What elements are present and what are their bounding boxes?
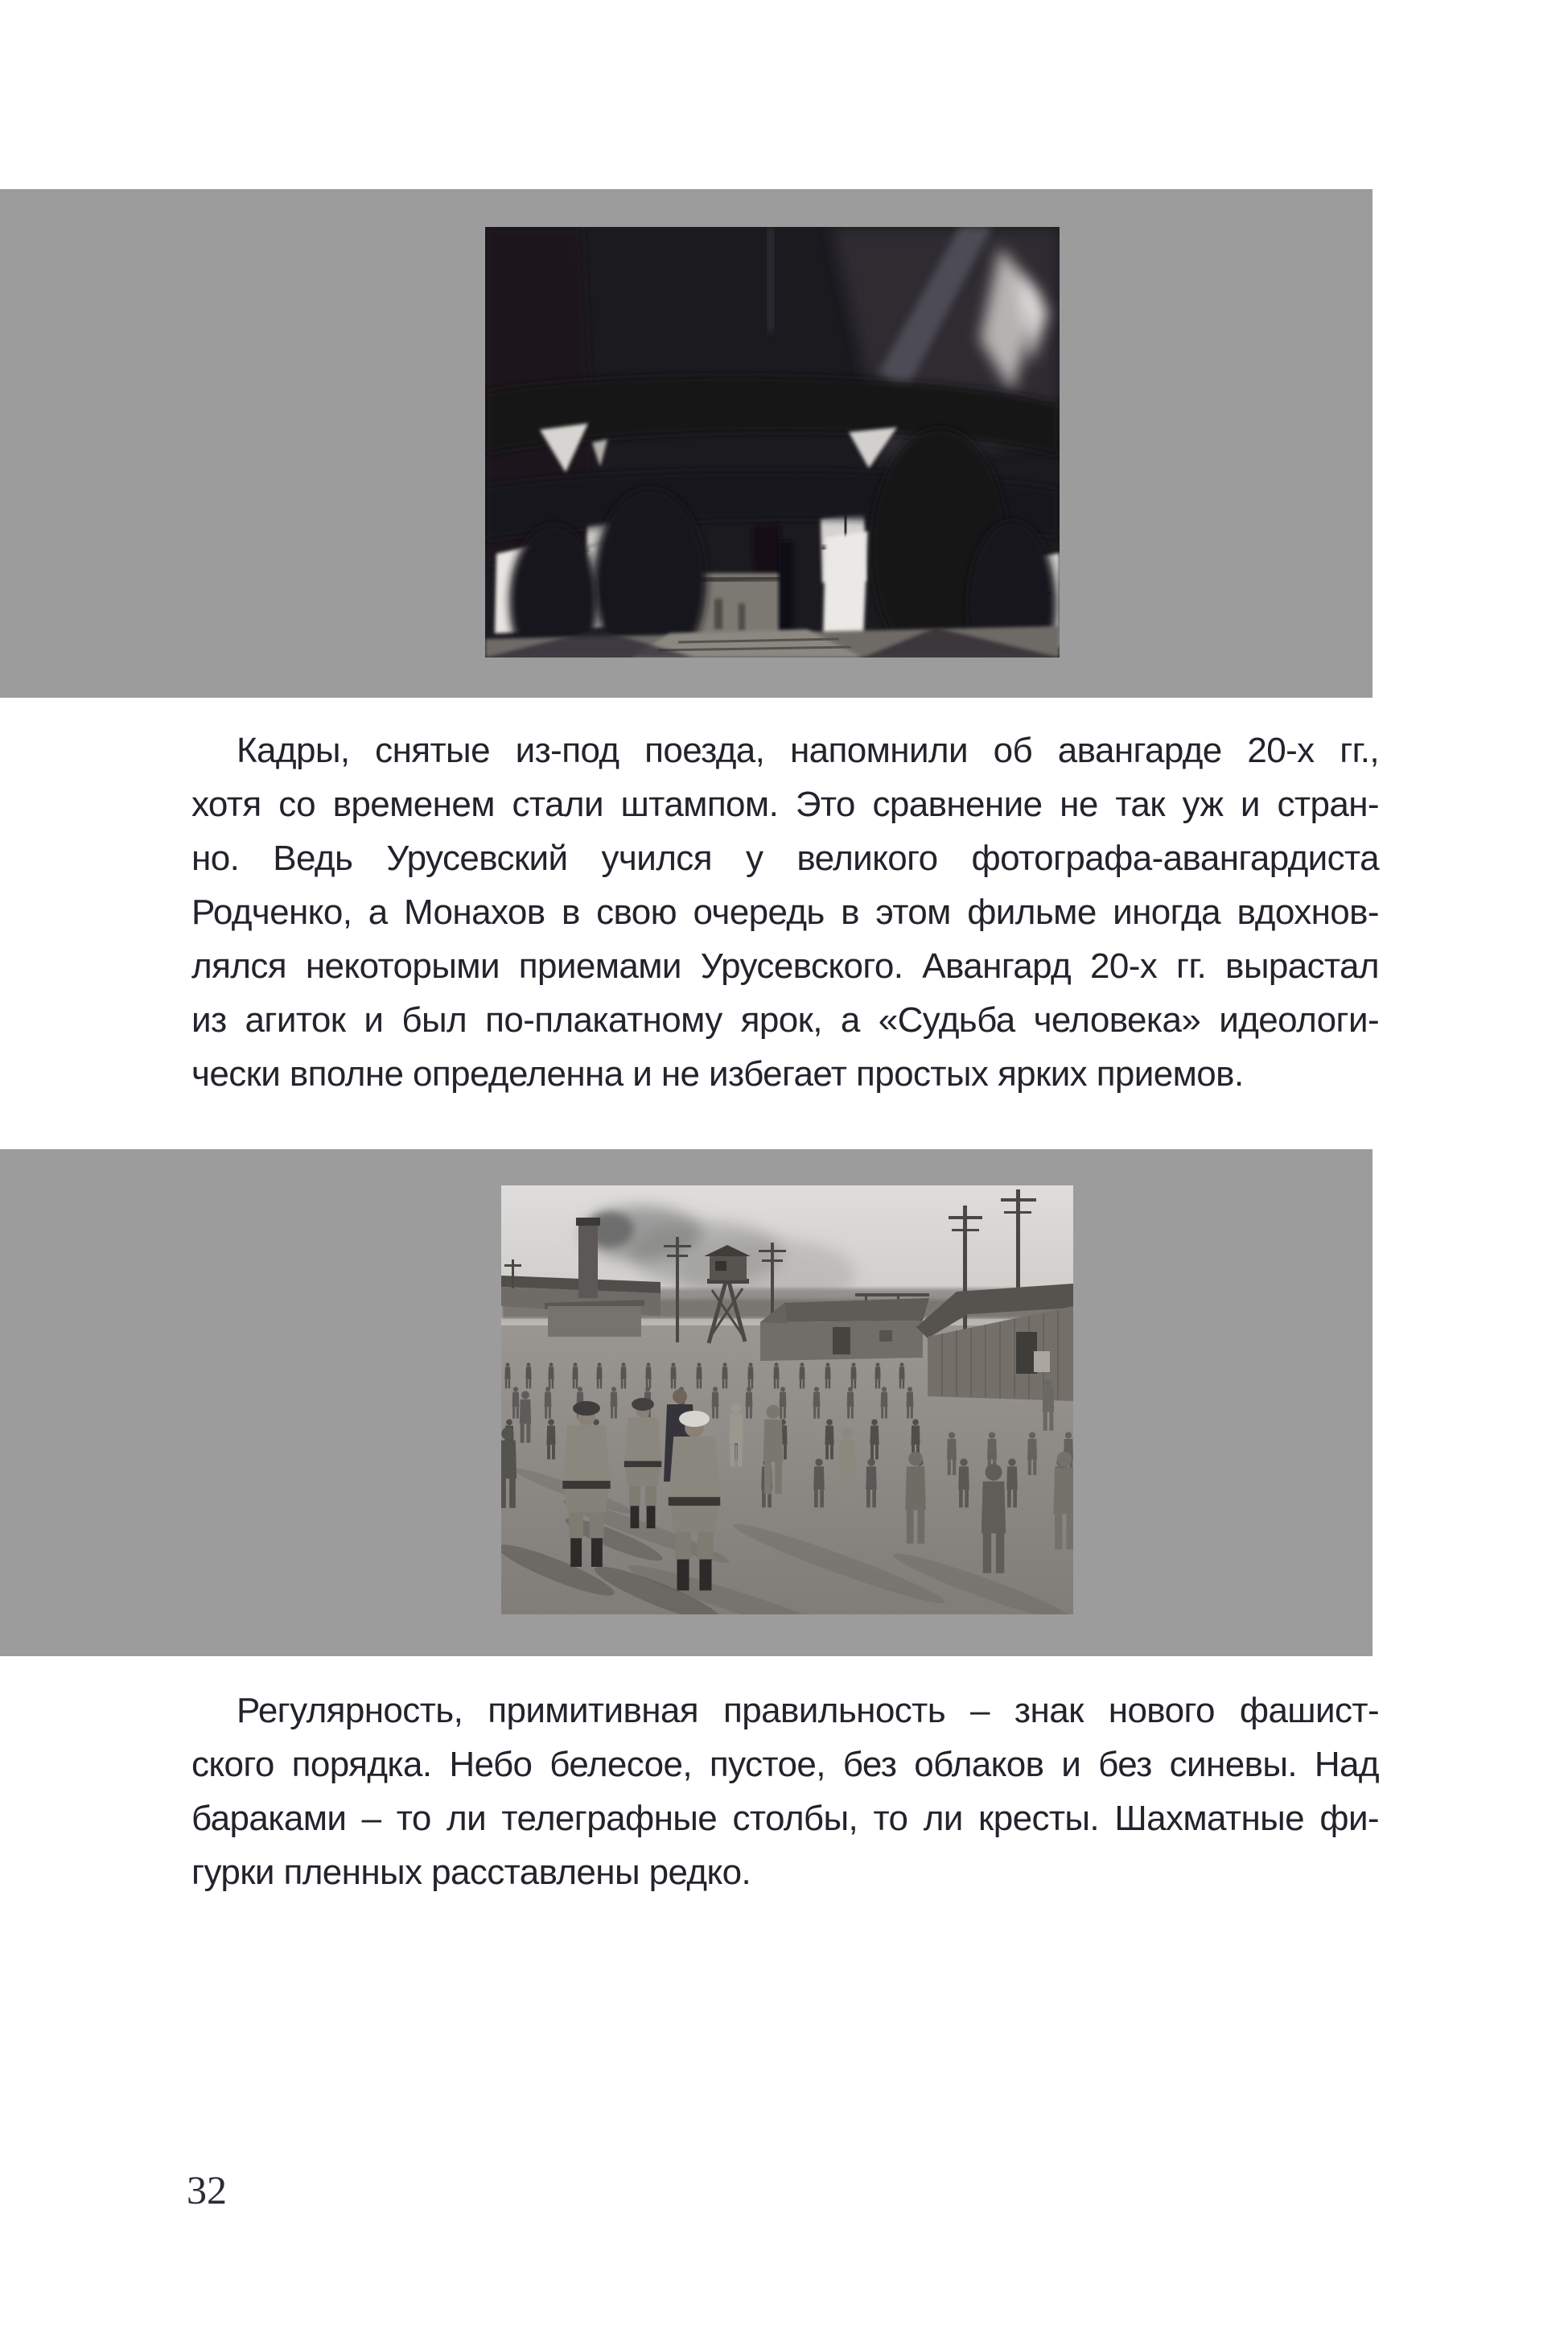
text-line: чески вполне определенна и не избегает простых ярких приемов.	[191, 1054, 1244, 1094]
film-still-camp	[501, 1185, 1073, 1614]
chimney	[576, 1218, 600, 1298]
text-line: гурки пленных расставлены редко.	[191, 1853, 751, 1892]
text-line: но. Ведь Урусевский учился у великого фотографа-авангардиста	[191, 839, 1379, 878]
film-still-train	[485, 227, 1060, 657]
text-line: лялся некоторыми приемами Урусевского. Авангард 20-х гг. вырастал	[191, 946, 1379, 986]
paragraph-regularity	[191, 1684, 1379, 1899]
text-line: Регулярность, примитивная правильность – знак нового фашист-	[237, 1691, 1379, 1730]
undercarriage-dark-scene	[485, 227, 1060, 657]
page-number: 32	[187, 2167, 227, 2212]
text-line: из агиток и был по-плакатному ярок, а «Судьба человека» идеологи-	[191, 1000, 1379, 1040]
center-barrack	[760, 1298, 929, 1361]
text-line: бараками – то ли телеграфные столбы, то ли кресты. Шахматные фи-	[191, 1799, 1379, 1838]
camp-scene	[501, 1185, 1073, 1614]
text-line: Родченко, а Монахов в свою очередь в этом фильме иногда вдохнов-	[191, 892, 1379, 932]
shed	[545, 1300, 644, 1337]
paragraph-avant-garde	[191, 723, 1379, 1101]
text-line: хотя со временем стали штампом. Это сравнение не так уж и стран-	[191, 785, 1379, 824]
text-line: ского порядка. Небо белесое, пустое, без облаков и без синевы. Над	[191, 1745, 1379, 1784]
text-line: Кадры, снятые из-под поезда, напомнили об авангарде 20-х гг.,	[237, 731, 1379, 770]
